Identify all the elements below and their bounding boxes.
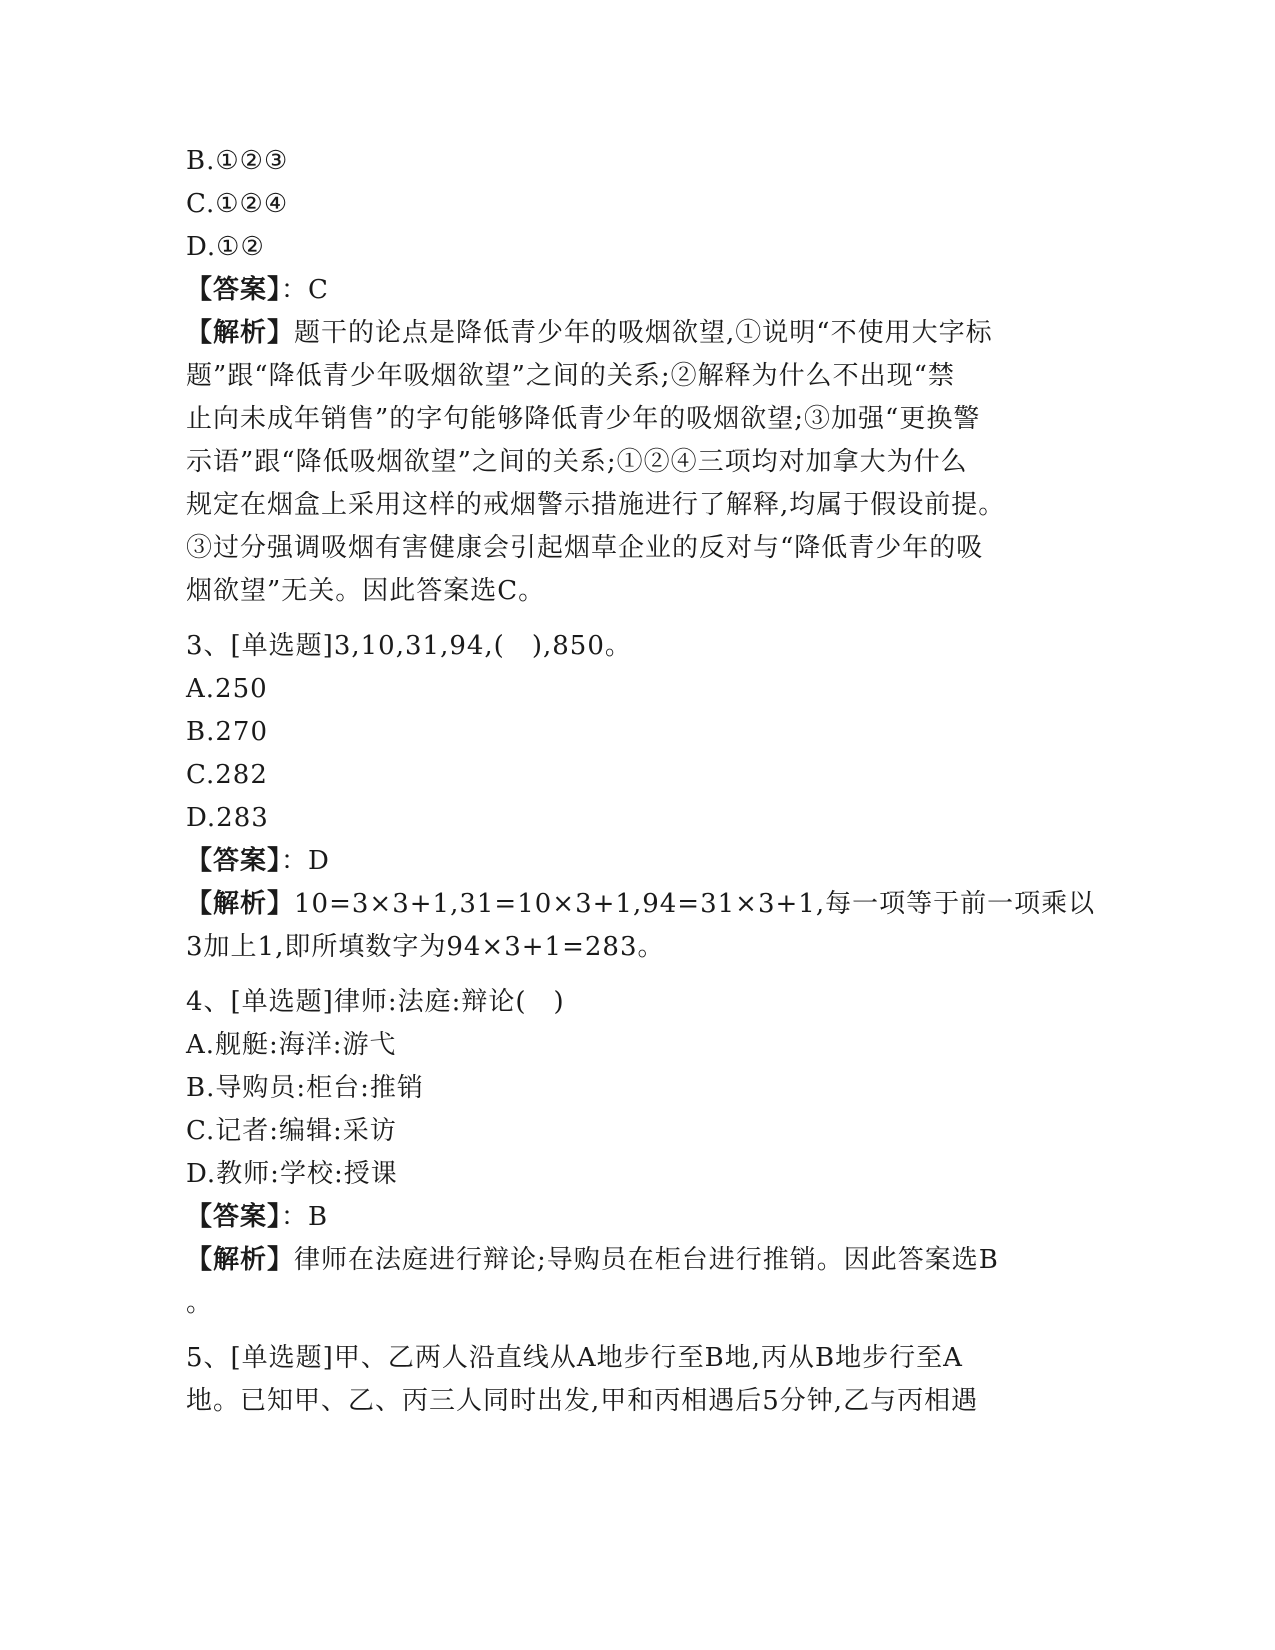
analysis-line	[186, 1239, 1086, 1282]
analysis-line	[186, 312, 1086, 355]
analysis-line: 题”跟“降低青少年吸烟欲望”之间的关系;②解释为什么不出现“禁	[186, 361, 955, 391]
answer-line	[186, 840, 1086, 883]
option-d: D.教师:学校:授课	[186, 1159, 398, 1189]
option-a: A.250	[186, 674, 268, 704]
question-stem: 4、[单选题]律师:法庭:辩论( )	[186, 987, 565, 1017]
section-gap	[186, 1325, 1086, 1337]
analysis-text: 题干的论点是降低青少年的吸烟欲望,①说明“不使用大字标	[294, 318, 993, 348]
analysis-line: 3加上1,即所填数字为94×3+1=283。	[186, 932, 665, 962]
option-a: A.舰艇:海洋:游弋	[186, 1030, 397, 1060]
analysis-label: 【解析】	[186, 318, 295, 348]
answer-line	[186, 269, 1086, 312]
section-gap	[186, 613, 1086, 625]
option-d: D.①②	[186, 232, 265, 262]
analysis-line: 止向未成年销售”的字句能够降低青少年的吸烟欲望;③加强“更换警	[186, 404, 981, 434]
option-b: B.①②③	[186, 146, 289, 176]
option-c: C.①②④	[186, 189, 289, 219]
analysis-line: 规定在烟盒上采用这样的戒烟警示措施进行了解释,均属于假设前提。	[186, 490, 1006, 520]
answer-label: 【答案】	[186, 275, 282, 305]
option-b: B.270	[186, 717, 268, 747]
section-gap	[186, 969, 1086, 981]
option-b: B.导购员:柜台:推销	[186, 1073, 424, 1103]
question-stem: 3、[单选题]3,10,31,94,( ),850。	[186, 631, 632, 661]
answer-line	[186, 1196, 1086, 1239]
analysis-line: 烟欲望”无关。因此答案选C。	[186, 576, 546, 606]
option-c: C.282	[186, 760, 268, 790]
analysis-text: 律师在法庭进行辩论;导购员在柜台进行推销。因此答案选B	[294, 1245, 999, 1275]
analysis-label: 【解析】	[186, 1245, 295, 1275]
option-d: D.283	[186, 803, 269, 833]
question-stem: 地。已知甲、乙、丙三人同时出发,甲和丙相遇后5分钟,乙与丙相遇	[186, 1386, 979, 1416]
analysis-line: ③过分强调吸烟有害健康会引起烟草企业的反对与“降低青少年的吸	[186, 533, 984, 563]
analysis-line: 示语”跟“降低吸烟欲望”之间的关系;①②④三项均对加拿大为什么	[186, 447, 968, 477]
analysis-text: 10=3×3+1,31=10×3+1,94=31×3+1,每一项等于前一项乘以	[294, 889, 1096, 919]
option-c: C.记者:编辑:采访	[186, 1116, 397, 1146]
answer-label: 【答案】	[186, 1202, 282, 1232]
answer-value: ：B	[281, 1202, 329, 1232]
answer-value: ：C	[281, 275, 329, 305]
analysis-label: 【解析】	[186, 889, 295, 919]
analysis-line: 。	[186, 1288, 214, 1318]
answer-label: 【答案】	[186, 846, 282, 876]
analysis-line	[186, 883, 1096, 926]
answer-value: ：D	[281, 846, 330, 876]
question-stem: 5、[单选题]甲、乙两人沿直线从A地步行至B地,丙从B地步行至A	[186, 1343, 963, 1373]
document-page	[186, 140, 1096, 1423]
